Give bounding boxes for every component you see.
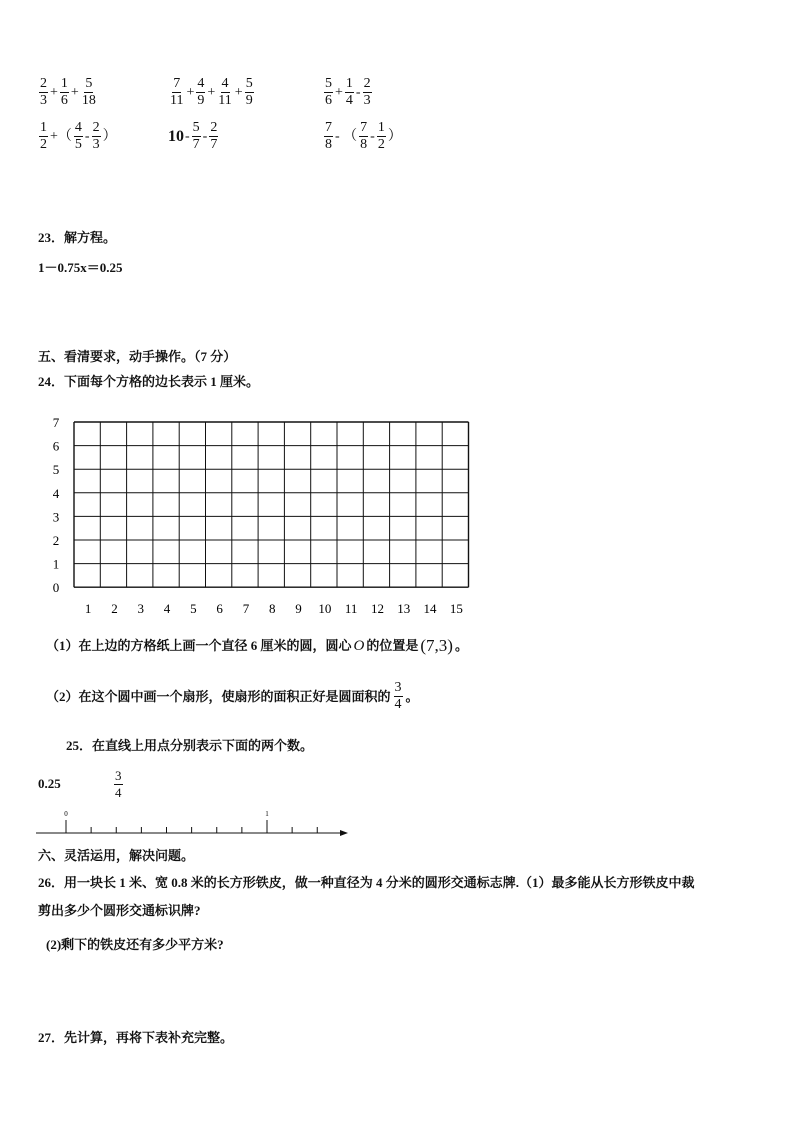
operator: - <box>185 128 190 144</box>
fraction-three-quarters <box>394 680 403 713</box>
row2-expression-2 <box>168 120 219 153</box>
fraction-denominator: 11 <box>170 93 184 108</box>
fraction-numerator: 1 <box>377 120 385 135</box>
fraction-denominator: 9 <box>245 93 253 108</box>
row1-expression-1 <box>38 76 98 109</box>
fraction <box>39 76 48 109</box>
fraction <box>359 120 368 153</box>
grid-y-label: 5 <box>52 462 60 478</box>
q25-title: 25．在直线上用点分别表示下面的两个数。 <box>66 738 314 753</box>
fraction-numerator: 7 <box>360 120 368 135</box>
operator: + <box>50 84 58 100</box>
number-line-arrow <box>340 830 348 836</box>
q23-equation: 1－0.75x＝0.25 <box>38 260 123 275</box>
fraction-numerator: 4 <box>221 76 229 91</box>
grid-x-label: 3 <box>137 601 144 617</box>
fraction-numerator: 1 <box>345 76 353 91</box>
fraction-numerator: 4 <box>197 76 205 91</box>
fraction-denominator: 7 <box>192 137 200 152</box>
grid-x-label: 10 <box>318 601 332 617</box>
fraction-denominator: 18 <box>81 93 96 108</box>
fraction-denominator: 5 <box>74 137 82 152</box>
q25-num1: 0.25 <box>38 776 61 791</box>
q24-title: 24．下面每个方格的边长表示 1 厘米。 <box>38 374 260 389</box>
fraction-numerator: 5 <box>85 76 93 91</box>
expression-row-2 <box>38 120 418 160</box>
q25-num2 <box>113 767 124 801</box>
q27-title: 27．先计算，再将下表补充完整。 <box>38 1030 234 1045</box>
grid-x-label: 6 <box>216 601 223 617</box>
fraction-denominator: 4 <box>345 93 353 108</box>
row1-expression-3 <box>323 76 373 109</box>
fraction <box>324 76 333 109</box>
grid-y-label: 2 <box>52 533 60 548</box>
grid-x-label: 11 <box>344 601 358 617</box>
grid-y-label: 1 <box>52 556 60 572</box>
fraction-denominator: 11 <box>218 93 232 108</box>
fraction <box>192 120 201 153</box>
fraction <box>209 120 218 153</box>
grid-x-label: 2 <box>111 601 118 617</box>
fraction-denominator: 7 <box>210 137 218 152</box>
fraction-denominator: 4 <box>394 697 402 712</box>
fraction <box>169 76 184 109</box>
operator: + <box>335 84 343 100</box>
section6-title: 六、灵活运用，解决问题。 <box>38 848 195 863</box>
fraction-numerator: 5 <box>325 76 332 91</box>
grid-y-label: 6 <box>52 438 60 454</box>
fraction-denominator: 2 <box>40 137 47 152</box>
grid-x-label: 15 <box>449 601 463 617</box>
grid-x-label: 1 <box>84 601 92 617</box>
fraction <box>74 120 83 153</box>
fraction <box>345 76 354 109</box>
center-o-label: O <box>353 638 365 654</box>
q24-part1-end: 。 <box>454 638 468 653</box>
fraction <box>39 120 48 153</box>
q24-part1-text: （1）在上边的方格纸上画一个直径 6 厘米的圆，圆心 <box>46 638 352 653</box>
center-position: (7,3) <box>420 636 453 655</box>
q26-line2: 剪出多少个圆形交通标识牌? <box>38 903 201 918</box>
q24-part2-end: 。 <box>405 688 419 704</box>
fraction-numerator: 4 <box>74 120 82 135</box>
fraction-numerator: 1 <box>40 120 47 135</box>
q25-num2-numerator: 3 <box>115 768 122 783</box>
fraction-numerator: 2 <box>210 120 218 135</box>
fraction <box>377 120 386 153</box>
operator: + <box>234 84 243 100</box>
fraction <box>196 76 205 109</box>
fraction-denominator: 3 <box>40 93 47 108</box>
fraction-denominator: 3 <box>363 93 371 108</box>
number-line <box>36 806 352 838</box>
row2-expression-3 <box>323 120 403 153</box>
grid-x-label: 8 <box>269 601 276 617</box>
q25-num2-denominator: 4 <box>115 785 122 800</box>
fraction <box>363 76 372 109</box>
grid-x-label: 9 <box>295 601 302 617</box>
fraction-numerator: 5 <box>245 76 253 91</box>
q26-line3: (2)剩下的铁皮还有多少平方米? <box>46 937 224 952</box>
fraction-numerator: 1 <box>60 76 68 91</box>
grid-x-label: 12 <box>370 601 384 617</box>
fraction-numerator: 7 <box>173 76 181 91</box>
q23-title: 23．解方程。 <box>38 230 117 245</box>
q24-part2-text: （2）在这个圆中画一个扇形，使扇形的面积正好是圆面积的 <box>46 688 391 704</box>
fraction-denominator: 3 <box>92 137 100 152</box>
q24-part2 <box>46 680 419 713</box>
operator: + <box>207 84 216 100</box>
fraction-numerator: 2 <box>363 76 371 91</box>
fraction-numerator: 7 <box>325 120 332 135</box>
fraction-denominator: 8 <box>325 137 332 152</box>
fraction <box>324 120 333 153</box>
fraction <box>217 76 232 109</box>
row2-expression-1 <box>38 120 118 153</box>
operator: + <box>70 84 79 100</box>
fraction <box>81 76 97 109</box>
fraction-denominator: 2 <box>377 137 385 152</box>
grid-x-label: 14 <box>423 601 437 617</box>
operator: +（ <box>50 128 72 144</box>
integer-term: 10 <box>168 127 184 145</box>
operator: - <box>202 128 208 144</box>
fraction-numerator: 5 <box>192 120 200 135</box>
fraction-numerator: 3 <box>394 680 402 695</box>
operator: - <box>355 84 361 100</box>
operator: - （ <box>335 128 358 144</box>
grid-x-label: 7 <box>242 601 250 617</box>
fraction-denominator: 6 <box>60 93 68 108</box>
number-line-label-1: 1 <box>265 810 269 818</box>
grid-y-label: 0 <box>52 580 60 596</box>
fraction-denominator: 9 <box>197 93 205 108</box>
fraction <box>245 76 254 109</box>
fraction <box>60 76 69 109</box>
fraction-numerator: 2 <box>92 120 100 135</box>
grid-x-label: 5 <box>190 601 197 617</box>
grid-x-label: 13 <box>397 601 411 617</box>
grid-y-label: 3 <box>52 509 60 525</box>
number-line-label-0: 0 <box>64 810 68 818</box>
fraction-denominator: 8 <box>360 137 368 152</box>
operator: - <box>370 128 375 144</box>
operator: ） <box>387 128 402 144</box>
fraction <box>92 120 101 153</box>
operator: + <box>186 84 195 100</box>
grid-y-label: 7 <box>52 415 60 430</box>
q24-part1 <box>46 637 468 655</box>
fraction-numerator: 2 <box>40 76 47 91</box>
grid-figure <box>38 408 488 618</box>
fraction-denominator: 6 <box>325 93 332 108</box>
row1-expression-2 <box>168 76 255 109</box>
grid-x-label: 4 <box>163 601 171 617</box>
operator: - <box>84 128 90 144</box>
expression-row-1 <box>38 76 418 116</box>
q26-line1: 26．用一块长 1 米、宽 0.8 米的长方形铁皮，做一种直径为 4 分米的圆形交通标志牌.（1）最多能从长方形铁皮中裁 <box>38 875 695 890</box>
section5-title: 五、看清要求，动手操作。（7 分） <box>38 349 237 364</box>
grid-y-label: 4 <box>52 485 60 501</box>
q24-part1-mid: 的位置是 <box>366 638 419 653</box>
operator: ） <box>102 128 117 144</box>
